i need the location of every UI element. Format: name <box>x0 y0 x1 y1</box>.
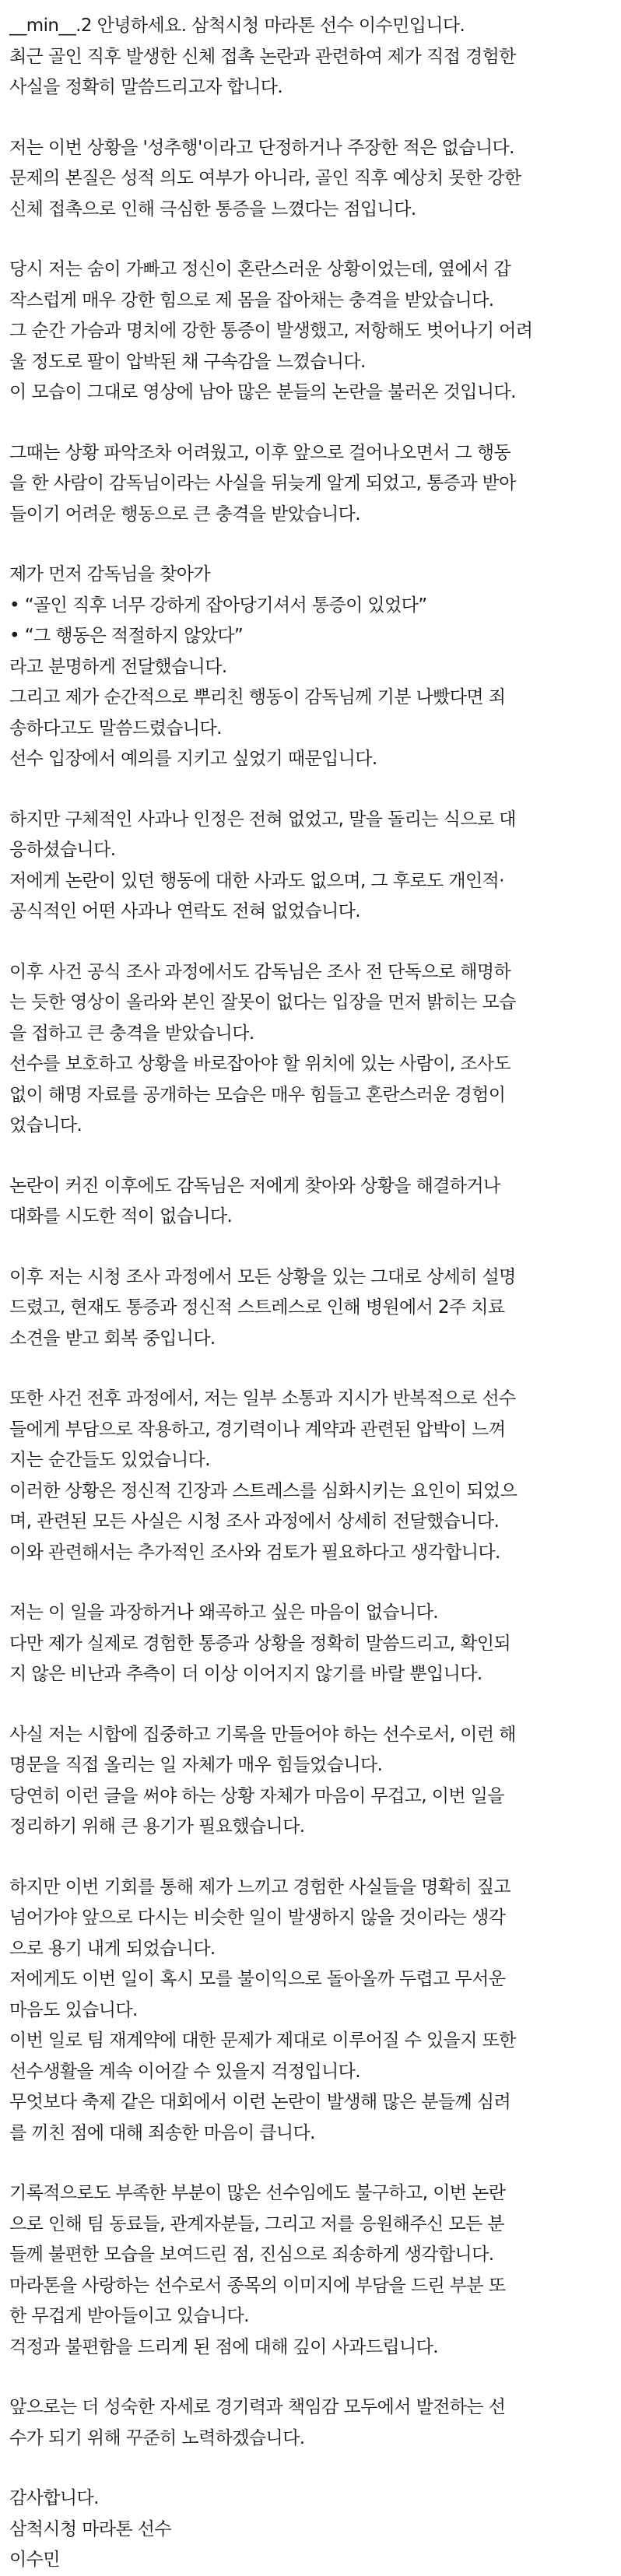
text-line: 없이 해명 자료를 공개하는 모습은 매우 힘들고 혼란스러운 경험이 <box>9 1084 506 1105</box>
paragraph-intro <box>9 11 612 104</box>
paragraph <box>9 133 612 226</box>
text-line: 명문을 직접 올리는 일 자체가 매우 힘들었습니다. <box>9 1755 383 1775</box>
text-line: 또한 사건 전후 과정에서, 저는 일부 소통과 지시가 반복적으로 선수 <box>9 1388 516 1409</box>
text-line: 으로 용기 내게 되었습니다. <box>9 1938 216 1959</box>
text-line: 정리하기 위해 큰 용기가 필요했습니다. <box>9 1816 305 1837</box>
text-line: 저는 이번 상황을 '성추행'이라고 단정하거나 주장한 적은 없습니다. <box>9 137 514 158</box>
signature-name: 이수민 <box>9 2550 60 2570</box>
text-line: 작스럽게 매우 강한 힘으로 제 몸을 잡아채는 충격을 받았습니다. <box>9 290 494 311</box>
paragraph <box>9 560 612 775</box>
text-line: 이러한 상황은 정신적 긴장과 스트레스를 심화시키는 요인이 되었으 <box>9 1480 518 1501</box>
text-line: 그때는 상황 파악조차 어려웠고, 이후 앞으로 걸어나오면서 그 행동 <box>9 442 511 463</box>
text-line: 최근 골인 직후 발생한 신체 접촉 논란과 관련하여 제가 직접 경험한 <box>9 46 516 67</box>
paragraph <box>9 438 612 531</box>
text-line: 제가 먼저 감독님을 찾아가 <box>9 564 210 584</box>
text-line: 었습니다. <box>9 1115 82 1135</box>
text-line: 을 접하고 큰 충격을 받았습니다. <box>9 1023 254 1044</box>
text-line: 이와 관련해서는 추가적인 조사와 검토가 필요하다고 생각합니다. <box>9 1542 500 1563</box>
paragraph <box>9 1598 612 1690</box>
text-line: 대화를 시도한 적이 없습니다. <box>9 1206 233 1227</box>
text-line: 송하다고도 말씀드렸습니다. <box>9 718 222 739</box>
text-line: 이후 저는 시청 조사 과정에서 모든 상황을 있는 그대로 상세히 설명 <box>9 1266 516 1287</box>
paragraph <box>9 1384 612 1568</box>
text-line: 을 한 사람이 감독님이라는 사실을 뒤늦게 알게 되었고, 통증과 받아 <box>9 473 516 493</box>
text-line: 사실 저는 시합에 집중하고 기록을 만들어야 하는 선수로서, 이런 해 <box>9 1724 516 1745</box>
text-line: 공식적인 어떤 사과나 연락도 전혀 없었습니다. <box>9 901 361 921</box>
text-line: 이번 일로 팀 재계약에 대한 문제가 제대로 이루어질 수 있을지 또한 <box>9 2030 516 2051</box>
paragraph <box>9 254 612 409</box>
text-line: 는 듯한 영상이 올라와 본인 잘못이 없다는 입장을 먼저 밝히는 모습 <box>9 992 516 1013</box>
signature-affiliation: 삼척시청 마라톤 선수 <box>9 2518 171 2539</box>
text-line: 지 않은 비난과 추측이 더 이상 이어지지 않기를 바랄 뿐입니다. <box>9 1664 482 1684</box>
text-line: 넘어가야 앞으로 다시는 비슷한 일이 발생하지 않을 것이라는 생각 <box>9 1907 506 1928</box>
text-line: 소견을 받고 회복 중입니다. <box>9 1328 216 1349</box>
text-line: 당연히 이런 글을 써야 하는 상황 자체가 마음이 무겁고, 이번 일을 <box>9 1785 504 1806</box>
text-line: 하지만 이번 기회를 통해 제가 느끼고 경험한 사실들을 명확히 짚고 <box>9 1876 511 1897</box>
text-line: 당시 저는 숨이 가빠고 정신이 혼란스러운 상황이었는데, 옆에서 갑 <box>9 259 511 279</box>
text-line: 들께 불편한 모습을 보여드린 점, 진심으로 죄송하게 생각합니다. <box>9 2244 494 2265</box>
text-line: 논란이 커진 이후에도 감독님은 저에게 찾아와 상황을 해결하거나 <box>9 1175 500 1196</box>
paragraph <box>9 957 612 1142</box>
text-line: 이 모습이 그대로 영상에 남아 많은 분들의 논란을 불러온 것입니다. <box>9 382 516 402</box>
text-line: 선수생활을 계속 이어갈 수 있을지 걱정입니다. <box>9 2061 361 2082</box>
paragraph <box>9 1872 612 2150</box>
text-line: 으로 인해 팀 동료들, 관계자분들, 그리고 저를 응원해주신 모든 분 <box>9 2213 504 2234</box>
text-line: 들에게 부담으로 작용하고, 경기력이나 계약과 관련된 압박이 느껴 <box>9 1419 506 1440</box>
text-line: 선수를 보호하고 상황을 바로잡아야 할 위치에 있는 사람이, 조사도 <box>9 1054 511 1074</box>
text-line: 라고 분명하게 전달했습니다. <box>9 656 227 677</box>
text-line: 수가 되기 위해 꾸준히 노력하겠습니다. <box>9 2427 305 2448</box>
paragraph <box>9 1262 612 1355</box>
text-line: 사실을 정확히 말씀드리고자 합니다. <box>9 77 283 97</box>
text-line: 며, 관련된 모든 사실은 시청 조사 과정에서 상세히 전달했습니다. <box>9 1511 500 1532</box>
text-line: 들이기 어려운 행동으로 큰 충격을 받았습니다. <box>9 504 361 525</box>
text-line: 마라톤을 사랑하는 선수로서 종목의 이미지에 부담을 드린 부분 또 <box>9 2275 506 2296</box>
text-line: 이후 사건 공식 조사 과정에서도 감독님은 조사 전 단독으로 해명하 <box>9 961 511 982</box>
text-line: 한 무겁게 받아들이고 있습니다. <box>9 2306 249 2326</box>
text-line: 하지만 구체적인 사과나 인정은 전혀 없었고, 말을 돌리는 식으로 대 <box>9 809 516 830</box>
text-line: 를 끼친 점에 대해 죄송한 마음이 큽니다. <box>9 2122 315 2143</box>
text-line: 저에게도 이번 일이 혹시 모를 불이익으로 돌아올까 두렵고 무서운 <box>9 1969 506 1989</box>
quote-bullet-line: • “골인 직후 너무 강하게 잡아당기셔서 통증이 있었다” <box>9 591 612 622</box>
text-line: 문제의 본질은 성적 의도 여부가 아니라, 골인 직후 예상치 못한 강한 <box>9 168 521 188</box>
text-line: 무엇보다 축제 같은 대회에서 이런 논란이 발생해 많은 분들께 심려 <box>9 2092 511 2112</box>
quote-bullet-line: • “그 행동은 적절하지 않았다” <box>9 621 612 652</box>
text-line: 지는 순간들도 있었습니다. <box>9 1450 210 1470</box>
text-line: 드렸고, 현재도 통증과 정신적 스트레스로 인해 병원에서 2주 치료 <box>9 1297 505 1318</box>
text-line: 저에게 논란이 있던 행동에 대한 사과도 없으며, 그 후로도 개인적· <box>9 870 504 891</box>
paragraph <box>9 2392 612 2454</box>
text-line: 저는 이 일을 과장하거나 왜곡하고 싶은 마음이 없습니다. <box>9 1602 438 1623</box>
text-line: 울 정도로 팔이 압박된 채 구속감을 느꼈습니다. <box>9 351 366 372</box>
paragraph <box>9 805 612 928</box>
text-line: 그 순간 가슴과 명치에 강한 통증이 발생했고, 저항해도 벗어나기 어려 <box>9 321 533 341</box>
paragraph <box>9 1171 612 1233</box>
paragraph <box>9 1720 612 1843</box>
signature-block <box>9 2483 612 2576</box>
text-line: 기록적으로도 부족한 부분이 많은 선수임에도 불구하고, 이번 논란 <box>9 2183 506 2203</box>
text-line: 앞으로는 더 성숙한 자세로 경기력과 책임감 모두에서 발전하는 선 <box>9 2397 506 2417</box>
text-line: 마음도 있습니다. <box>9 1999 138 2020</box>
paragraph <box>9 2178 612 2363</box>
text-line: 걱정과 불편함을 드리게 된 점에 대해 깊이 사과드립니다. <box>9 2336 438 2357</box>
text-line: 응하셨습니다. <box>9 840 116 860</box>
text-line: 다만 제가 실제로 경험한 통증과 상황을 정확히 말씀드리고, 확인되 <box>9 1633 511 1654</box>
text-line: 선수 입장에서 예의를 지키고 싶었기 때문입니다. <box>9 749 377 769</box>
text-line: 신체 접촉으로 인해 극심한 통증을 느꼈다는 점입니다. <box>9 198 416 219</box>
text-line: 그리고 제가 순간적으로 뿌리친 행동이 감독님께 기분 나빴다면 죄 <box>9 687 506 707</box>
closing-line: 감사합니다. <box>9 2488 99 2508</box>
text-line: __min__.2 안녕하세요. 삼척시청 마라톤 선수 이수민입니다. <box>9 16 465 36</box>
